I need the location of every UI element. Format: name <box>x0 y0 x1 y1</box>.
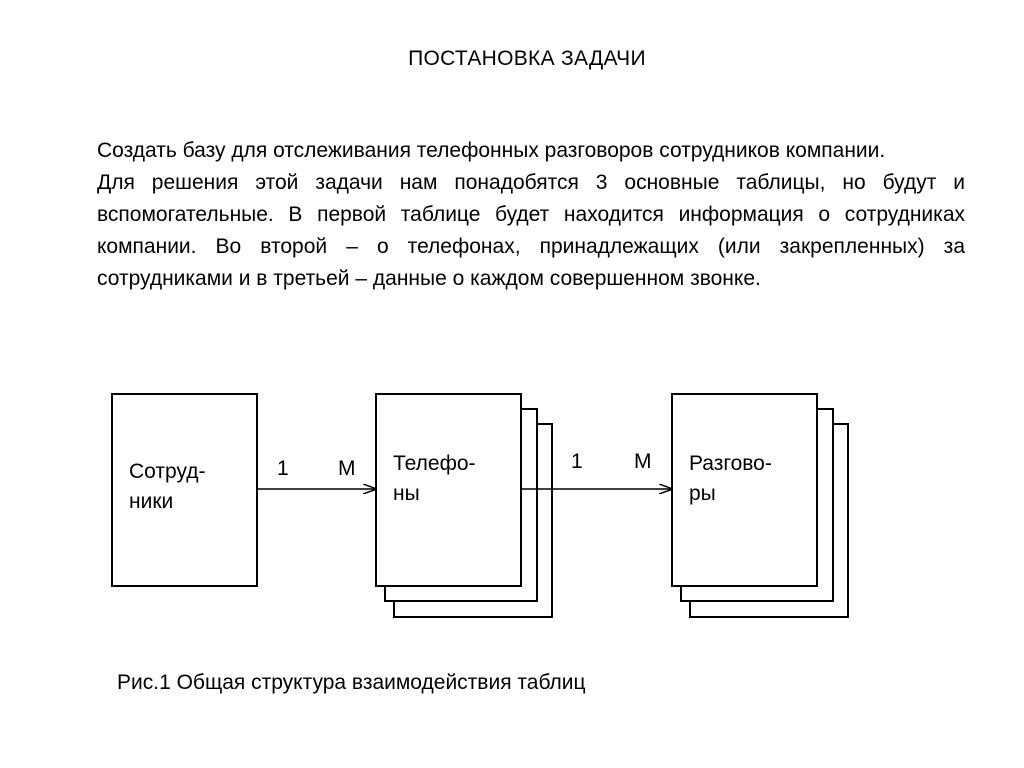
figure-caption: Рис.1 Общая структура взаимодействия таблиц <box>117 671 586 694</box>
entity-employees <box>112 394 257 586</box>
relation-2-to-label: М <box>634 450 652 473</box>
entity-calls-label-2: ры <box>689 482 716 505</box>
paragraph-1: Создать базу для отслеживания телефонных разговоров сотрудников компании. <box>97 139 886 162</box>
relation-1-to-label: М <box>338 457 356 480</box>
relation-1-from-label: 1 <box>277 457 289 480</box>
relation-employees-phones <box>257 457 376 489</box>
entity-phones <box>376 394 552 617</box>
entity-phones-label-2: ны <box>393 482 420 505</box>
entity-calls-label-1: Разгово- <box>689 452 772 475</box>
entity-calls <box>672 394 848 617</box>
paragraph-2: Для решения этой задачи нам понадобятся 3 основные таблицы, но будут и вспомогательные. В первой таблице будет находится информация о сотрудниках компании. Во второй – о телефонах, принадлежащих (или закрепленных) за сотрудниками и в третьей – данные о каждом совершенном звонке. <box>97 171 965 290</box>
relation-2-from-label: 1 <box>571 450 583 473</box>
entity-employees-label-2: ники <box>129 490 174 513</box>
entity-employees-label-1: Сотруд- <box>129 460 206 483</box>
entity-phones-label-1: Телефо- <box>393 452 476 475</box>
page-title: ПОСТАНОВКА ЗАДАЧИ <box>408 47 646 70</box>
